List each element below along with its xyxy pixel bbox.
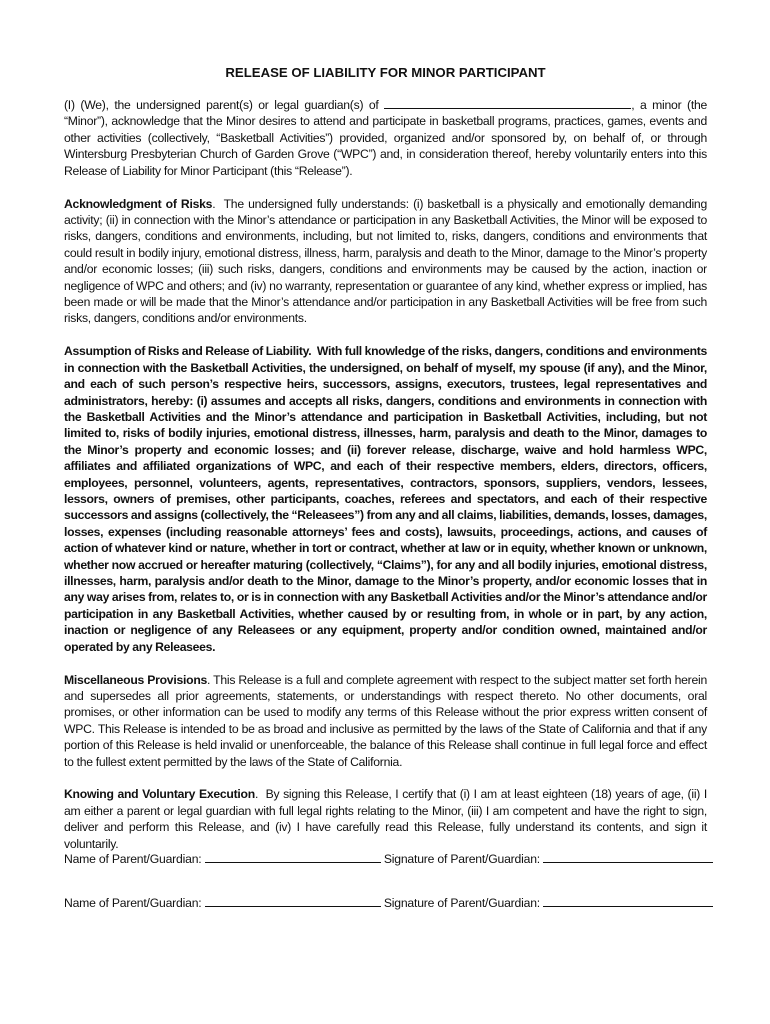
execution-heading: Knowing and Voluntary Execution — [64, 787, 255, 802]
miscellaneous-body: This Release is a full and complete agreement with respect to the subject matter set forth herein and supersedes all prior agreements, statements, or understandings with respect thereto. No other documents, oral promises, or other information can be used to modify any terms of this Release without the prior express written consent of WPC. This Release is intended to be as broad and inclusive as permitted by the laws of the State of California and that if any portion of this Release is held invalid or unenforceable, the balance of this Release shall continue in full legal force and effect to the fullest extent permitted by the laws of the State of California. — [64, 672, 707, 769]
signature-field[interactable] — [543, 894, 713, 907]
acknowledgment-paragraph: Acknowledgment of Risks. The undersigned fully understands: (i) basketball is a physically and emotionally demanding activity; (ii) in connection with the Minor’s attendance or participation in any Basketball Activities, the Minor will be exposed to risks, dangers, conditions and environments, including, but not limited to, risks, dangers, conditions and environments that could result in bodily injury, emotional distress, illness, harm, paralysis and death to the Minor, damage to the Minor’s property and/or economic losses; (iii) such risks, dangers, conditions and environments may be caused by the action, inaction or negligence of WPC and others; and (iv) no warranty, representation or guarantee of any kind, whether express or implied, has been made or will be made that the Minor’s attendance and/or participation in any Basketball Activities will be free from such risks, dangers, conditions and/or environments. — [64, 196, 707, 326]
execution-body: By signing this Release, I certify that (i) I am at least eighteen (18) years of age, (ii) I am either a parent or legal guardian with full legal rights relating to the Minor, (iii) I am competent and have the right to sign, deliver and perform this Release, and (iv) I have carefully read this Release, fully understand its contents, and sign it voluntarily. — [64, 787, 707, 851]
signature-row-1 — [64, 850, 707, 867]
miscellaneous-paragraph: Miscellaneous Provisions. This Release is a full and complete agreement with respect to the subject matter set forth herein and supersedes all prior agreements, statements, or understandings with respect thereto. No other documents, oral promises, or other information can be used to modify any terms of this Release without the prior express written consent of WPC. This Release is intended to be as broad and inclusive as permitted by the laws of the State of California and that if any portion of this Release is held invalid or unenforceable, the balance of this Release shall continue in full legal force and effect to the fullest extent permitted by the laws of the State of California. — [64, 672, 707, 769]
signature-row-2 — [64, 894, 707, 911]
assumption-heading: Assumption of Risks and Release of Liability — [64, 344, 309, 359]
signature-label: Signature of Parent/Guardian: — [383, 852, 540, 866]
document-title: RELEASE OF LIABILITY FOR MINOR PARTICIPANT — [225, 65, 546, 80]
signature-label: Signature of Parent/Guardian: — [383, 896, 540, 910]
intro-text-start: (I) (We), the undersigned parent(s) or legal guardian(s) of — [64, 98, 379, 112]
intro-text-end: , a minor (the “Minor”), acknowledge that the Minor desires to attend and participate in basketball programs, practices, games, events and other activities (collectively, “Basketball Activities”) provided, organized and/or sponsored by, on behalf of, or through Wintersburg Presbyterian Church of Garden Grove (“WPC”) and, in consideration thereof, hereby voluntarily enters into this Release of Liability for Minor Participant (this “Release”). — [64, 98, 708, 178]
name-label: Name of Parent/Guardian: — [64, 852, 202, 866]
acknowledgment-body: The undersigned fully understands: (i) basketball is a physically and emotionally demanding activity; (ii) in connection with the Minor’s attendance or participation in any Basketball Activities, the Minor will be exposed to risks, dangers, conditions and environments, including, but not limited to, risks, dangers, conditions and environments that could result in bodily injury, emotional distress, illness, harm, paralysis and death to the Minor, damage to the Minor’s property and/or economic losses; (iii) such risks, dangers, conditions and environments may be caused by the action, inaction or negligence of WPC and others; and (iv) no warranty, representation or guarantee of any kind, whether express or implied, has been made or will be made that the Minor’s attendance and/or participation in any Basketball Activities will be free from such risks, dangers, conditions and/or environments. — [64, 196, 707, 326]
name-field[interactable] — [205, 850, 381, 863]
minor-name-blank[interactable] — [384, 96, 631, 109]
signature-field[interactable] — [543, 850, 713, 863]
name-field[interactable] — [205, 894, 381, 907]
assumption-body: With full knowledge of the risks, dangers, conditions and environments in connection with the Basketball Activities, the undersigned, on behalf of myself, my spouse (if any), and the Minor, and each of such person’s respective heirs, successors, assigns, executors, trustees, legal representatives and administrators, hereby: (i) assumes and accepts all risks, dangers, conditions and environments in connection with the Basketball Activities and the Minor’s attendance and participation in Basketball Activities, including, but not limited to, risks of bodily injuries, emotional distress, illnesses, harm, paralysis and death to the Minor, damages to the Minor’s property and economic losses; and (ii) forever release, discharge, waive and hold harmless WPC, affiliates and affiliated organizations of WPC, and each of their respective members, elders, directors, officers, employees, personnel, volunteers, agents, representatives, contractors, sponsors, suppliers, vendors, lessees, lessors, owners of premises, other participants, coaches, referees and spectators, and each of their respective successors and assigns (collectively, the “Releasees”) from any and all claims, liabilities, demands, losses, damages, losses, expenses (including reasonable attorneys’ fees and costs), lawsuits, proceedings, actions, and causes of action of whatever kind or nature, whether in tort or contract, whether at law or in equity, whether known or unknown, whether now accrued or hereafter maturing (collectively, “Claims”), for any and all bodily injuries, emotional distress, illnesses, harm, paralysis and/or death to the Minor, damage to the Minor’s property, and/or economic losses that in any way arises from, relates to, or is in connection with any Basketball Activities and/or the Minor’s attendance and/or participation in any Basketball Activities, whether caused by or resulting from, in whole or in part, by any action, inaction or negligence of any Releasees or any equipment, property and/or condition owned, maintained and/or operated by any Releasees. — [64, 344, 707, 654]
release-document — [64, 64, 707, 869]
miscellaneous-heading: Miscellaneous Provisions — [64, 672, 208, 687]
intro-paragraph — [64, 96, 707, 179]
execution-paragraph: Knowing and Voluntary Execution. By signing this Release, I certify that (i) I am at least eighteen (18) years of age, (ii) I am either a parent or legal guardian with full legal rights relating to the Minor, (iii) I am competent and have the right to sign, deliver and perform this Release, and (iv) I have carefully read this Release, fully understand its contents, and sign it voluntarily. — [64, 787, 707, 851]
acknowledgment-heading: Acknowledgment of Risks — [64, 196, 213, 211]
assumption-paragraph: Assumption of Risks and Release of Liability. With full knowledge of the risks, dangers, conditions and environments in connection with the Basketball Activities, the undersigned, on behalf of myself, my spouse (if any), and the Minor, and each of such person’s respective heirs, successors, assigns, executors, trustees, legal representatives and administrators, hereby: (i) assumes and accepts all risks, dangers, conditions and environments in connection with the Basketball Activities and the Minor’s attendance and participation in Basketball Activities, including, but not limited to, risks of bodily injuries, emotional distress, illnesses, harm, paralysis and death to the Minor, damages to the Minor’s property and economic losses; and (ii) forever release, discharge, waive and hold harmless WPC, affiliates and affiliated organizations of WPC, and each of their respective members, elders, directors, officers, employees, personnel, volunteers, agents, representatives, contractors, sponsors, suppliers, vendors, lessees, lessors, owners of premises, other participants, coaches, referees and spectators, and each of their respective successors and assigns (collectively, the “Releasees”) from any and all claims, liabilities, demands, losses, damages, losses, expenses (including reasonable attorneys’ fees and costs), lawsuits, proceedings, actions, and causes of action of whatever kind or nature, whether in tort or contract, whether at law or in equity, whether known or unknown, whether now accrued or hereafter maturing (collectively, “Claims”), for any and all bodily injuries, emotional distress, illnesses, harm, paralysis and/or death to the Minor, damage to the Minor’s property, and/or economic losses that in any way arises from, relates to, or is in connection with any Basketball Activities and/or the Minor’s attendance and/or participation in any Basketball Activities, whether caused by or resulting from, in whole or in part, by any action, inaction or negligence of any Releasees or any equipment, property and/or condition owned, maintained and/or operated by any Releasees. — [64, 344, 707, 654]
name-label: Name of Parent/Guardian: — [64, 896, 202, 910]
